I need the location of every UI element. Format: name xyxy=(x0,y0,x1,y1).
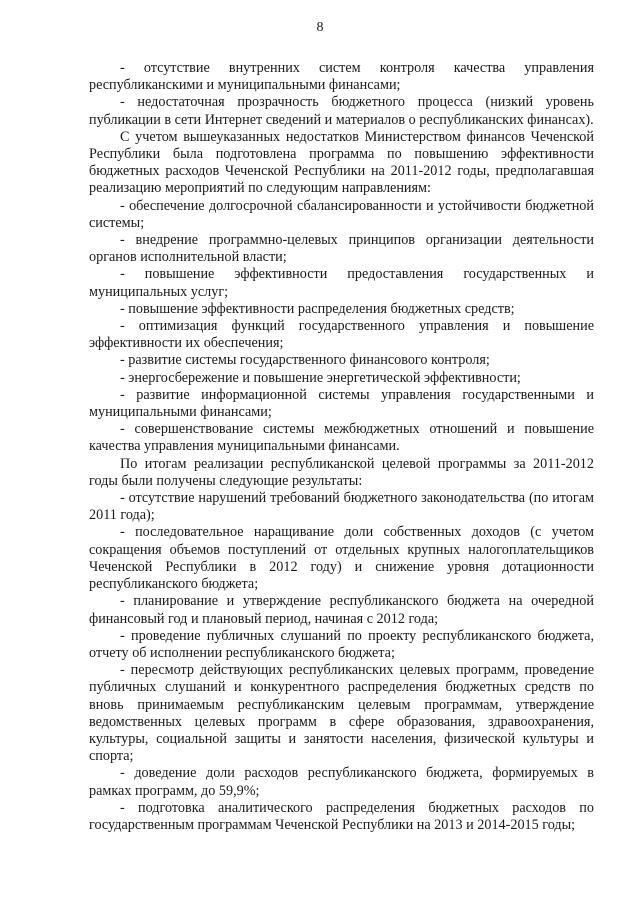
paragraph: - развитие системы государственного финансового контроля; xyxy=(120,352,490,369)
paragraph: - недостаточная прозрачность бюджетного процесса (низкий уровень публикации в сети Интернет сведений и материалов о республиканских финансах). xyxy=(89,94,594,128)
paragraph: - проведение публичных слушаний по проекту республиканского бюджета, отчету об исполнении республиканского бюджета; xyxy=(89,627,594,661)
paragraph: - энергосбережение и повышение энергетической эффективности; xyxy=(120,369,521,386)
paragraph: - развитие информационной системы управления государственными и муниципальными финансами; xyxy=(89,386,594,421)
document-body xyxy=(89,60,594,834)
paragraph: - совершенствование системы межбюджетных отношений и повышение качества управления муниципальными финансами. xyxy=(89,421,594,455)
paragraph: - подготовка аналитического распределения бюджетных расходов по государственным программам Чеченской Республики на 2013 и 2014-2015 годы; xyxy=(89,799,594,833)
paragraph: - оптимизация функций государственного управления и повышение эффективности их обеспечения; xyxy=(89,318,594,352)
paragraph: - планирование и утверждение республиканского бюджета на очередной финансовый год и плановый период, начиная с 2012 года; xyxy=(89,593,594,627)
page-number: 8 xyxy=(316,20,324,35)
paragraph: С учетом вышеуказанных недостатков Министерством финансов Чеченской Республики была подготовлена программа по повышению эффективности бюджетных расходов Чеченской Республики на 2011-2012 годы, предполагавшая реализацию мероприятий по следующим направлениям: xyxy=(89,128,594,197)
paragraph: - последовательное наращивание доли собственных доходов (с учетом сокращения объемов поступлений от отдельных крупных налогоплательщиков Чеченской Республики в 2012 году) и снижение уровня дотационности республиканского бюджета; xyxy=(89,524,594,593)
paragraph: - внедрение программно-целевых принципов организации деятельности органов исполнительной власти; xyxy=(89,232,594,266)
paragraph: - повышение эффективности предоставления государственных и муниципальных услуг; xyxy=(89,266,594,300)
paragraph: - доведение доли расходов республиканского бюджета, формируемых в рамках программ, до 59,9%; xyxy=(89,765,594,799)
paragraph: По итогам реализации республиканской целевой программы за 2011-2012 годы были получены следующие результаты: xyxy=(89,455,594,489)
paragraph: - обеспечение долгосрочной сбалансированности и устойчивости бюджетной системы; xyxy=(89,197,594,231)
paragraph: - повышение эффективности распределения бюджетных средств; xyxy=(120,300,515,317)
paragraph: - пересмотр действующих республиканских целевых программ, проведение публичных слушаний и конкурентного распределения бюджетных средств по вновь принимаемым республиканским целевым программам, утверждение ведомственных целевых программ в сфере образования, здравоохранения, культуры, социальной защиты и занятости населения, физической культуры и спорта; xyxy=(89,662,594,765)
paragraph: - отсутствие нарушений требований бюджетного законодательства (по итогам 2011 года); xyxy=(89,490,594,524)
paragraph: - отсутствие внутренних систем контроля качества управления республиканскими и муниципальными финансами; xyxy=(89,60,594,94)
